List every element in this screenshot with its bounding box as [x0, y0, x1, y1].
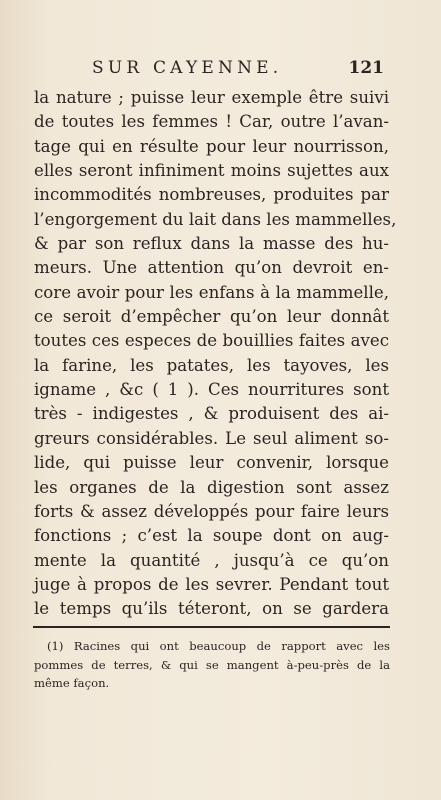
footnote-separator: [33, 626, 390, 628]
text-line: meurs. Une attention qu’on devroit en-: [34, 258, 389, 278]
body-text: [34, 86, 397, 622]
text-line: toutes ces especes de bouillies faites avec: [34, 331, 389, 351]
text-line: tage qui en résulte pour leur nourrisson,: [34, 136, 389, 156]
text-line: les organes de la digestion sont assez: [34, 477, 389, 497]
text-line: elles seront infiniment moins sujettes aux: [34, 161, 389, 181]
page-header: [0, 58, 441, 84]
text-line: greurs considérables. Le seul aliment so-: [34, 428, 389, 448]
text-line: forts & assez développés pour faire leurs: [34, 501, 389, 521]
text-line: de toutes les femmes ! Car, outre l’avan-: [34, 112, 389, 132]
text-line: igname , &c ( 1 ). Ces nourritures sont: [34, 380, 389, 400]
running-title: SUR CAYENNE.: [92, 58, 283, 78]
text-line: la farine, les patates, les tayoves, les: [34, 355, 389, 375]
footnote-line: pommes de terres, & qui se mangent à-peu-près de la: [34, 657, 390, 672]
text-line: très - indigestes , & produisent des ai-: [34, 404, 389, 424]
footnote-line: même façon.: [34, 676, 110, 690]
text-line: l’engorgement du lait dans les mammelles,: [34, 209, 397, 229]
text-line: le temps qu’ils téteront, on se gardera: [34, 599, 389, 619]
text-line: la nature ; puisse leur exemple être suivi: [34, 88, 389, 107]
page-number: 121: [348, 58, 384, 78]
text-line: mente la quantité , jusqu’à ce qu’on: [34, 550, 389, 570]
text-line: core avoir pour les enfans à la mammelle,: [34, 282, 389, 302]
text-line: & par son reflux dans la masse des hu-: [34, 234, 389, 254]
footnote-line: (1) Racines qui ont beaucoup de rapport avec les: [47, 639, 390, 653]
text-line: juge à propos de les sevrer. Pendant tout: [34, 574, 389, 594]
text-line: lide, qui puisse leur convenir, lorsque: [34, 453, 389, 473]
footnote: [34, 637, 390, 693]
text-line: incommodités nombreuses, produites par: [34, 185, 389, 205]
text-line: ce seroit d’empêcher qu’on leur donnât: [34, 307, 389, 327]
text-line: fonctions ; c’est la soupe dont on aug-: [34, 526, 389, 546]
